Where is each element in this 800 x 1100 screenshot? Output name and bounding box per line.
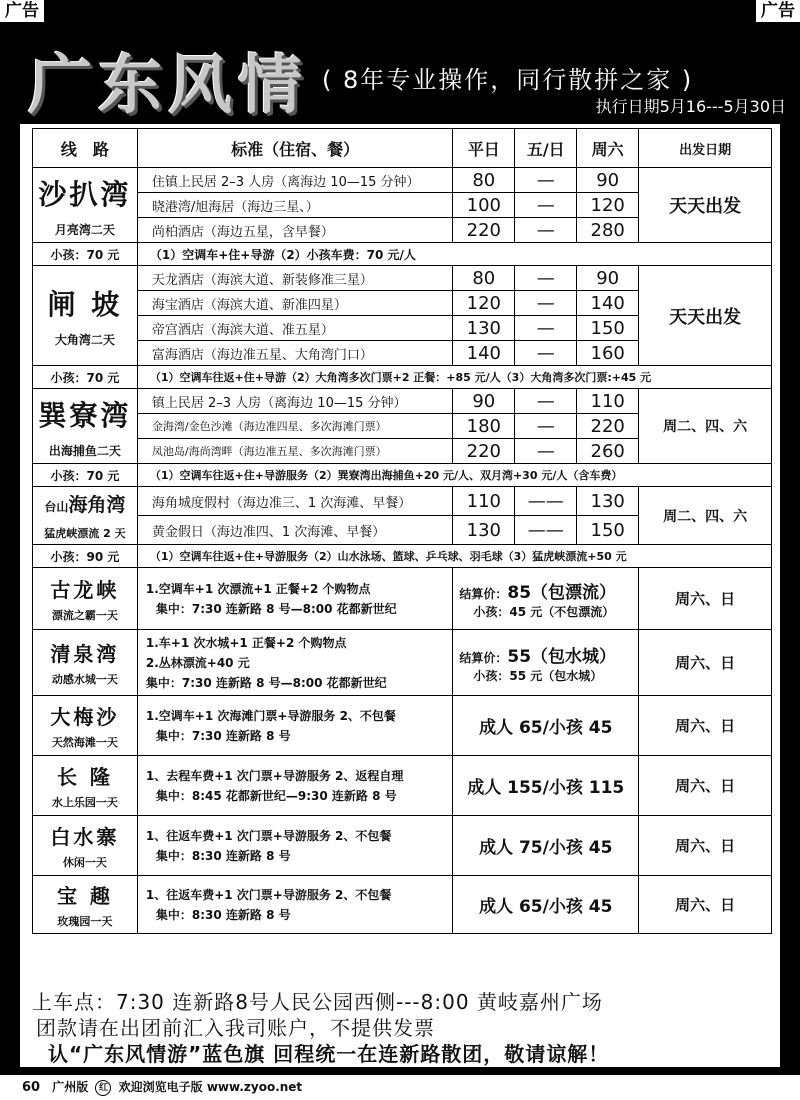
route-cell [33, 816, 138, 876]
child-price: 小孩：70 元 [33, 464, 138, 487]
weekday-price: 130 [453, 316, 515, 341]
weekday-price: 100 [453, 193, 515, 218]
route-cell [33, 696, 138, 756]
col-header-saturday: 周六 [577, 129, 639, 168]
payment-note: 团款请在出团前汇入我司账户，不提供发票 [36, 1016, 435, 1040]
page-number: 60 [22, 1080, 41, 1095]
day-trip-row [33, 876, 772, 934]
col-header-weekday: 平日 [453, 129, 515, 168]
notes-row [33, 545, 772, 568]
settle-price: 55（包水城） [507, 646, 617, 667]
price-cell: 成人 75/小孩 45 [453, 816, 639, 876]
route-name: 古龙峡 [50, 578, 120, 602]
saturday-price: 220 [577, 414, 639, 439]
child-price: 45 元（不包漂流） [509, 604, 615, 619]
saturday-price: 130 [577, 487, 639, 516]
col-header-route: 线 路 [33, 129, 138, 168]
notes-cell: （1）空调车往返+住+导游服务（2）山水泳场、篮球、乒乓球、羽毛球（3）猛虎峡漂流+50 元 [137, 545, 771, 568]
child-price: 小孩：70 元 [33, 366, 138, 389]
day-trip-row [33, 816, 772, 876]
weekday-price: 120 [453, 291, 515, 316]
fri-sun-price: — [515, 389, 577, 414]
price-board [20, 124, 780, 982]
weekday-price: 110 [453, 487, 515, 516]
fri-sun-price: — [515, 316, 577, 341]
trip-description [137, 696, 452, 756]
route-name: 长 隆 [56, 765, 113, 789]
route-name: 宝 趣 [56, 884, 113, 908]
table-row [33, 266, 772, 291]
route-name [44, 496, 125, 515]
trip-description [137, 816, 452, 876]
child-price: 小孩：90 元 [33, 545, 138, 568]
standard-cell: 天龙酒店（海滨大道、新装修准三星） [137, 266, 452, 291]
route-cell [33, 266, 138, 366]
route-prefix: 台山 [44, 500, 69, 514]
settle-label: 结算价： [459, 586, 508, 601]
departure-cell: 周六、日 [639, 696, 772, 756]
footer-notes [20, 982, 780, 1067]
standard-cell: 金海湾/金色沙滩（海边准四星、多次海滩门票） [137, 414, 452, 439]
route-name: 大梅沙 [50, 705, 120, 729]
departure-cell: 周六、日 [639, 630, 772, 696]
trip-desc-line: 集中：8:45 花都新世纪—9:30 连新路 8 号 [155, 788, 397, 803]
col-header-fri-sun: 五/日 [515, 129, 577, 168]
saturday-price: 260 [577, 439, 639, 464]
header [0, 22, 800, 122]
trip-desc-line: 1.空调车+1 次海滩门票+导游服务 2、不包餐 [145, 708, 396, 723]
trip-desc-line: 1、去程车费+1 次门票+导游服务 2、返程自理 [145, 768, 404, 783]
settle-label: 结算价： [459, 650, 508, 665]
edition-label: 广州版 [52, 1080, 89, 1094]
saturday-price: 140 [577, 291, 639, 316]
trip-description [137, 876, 452, 934]
route-cell [33, 630, 138, 696]
trip-description [137, 756, 452, 816]
trip-description [137, 630, 452, 696]
saturday-price: 280 [577, 218, 639, 243]
ad-label-right: 广告 [756, 0, 800, 22]
fri-sun-price: — [515, 218, 577, 243]
trip-desc-line: 集中：8:30 连新路 8 号 [155, 907, 291, 922]
route-name: 巽寮湾 [38, 398, 132, 432]
flag-note: 认“广东风情游”蓝色旗 回程统一在连新路散团，敬请谅解！ [48, 1042, 610, 1066]
route-cell [33, 487, 138, 545]
child-label: 小孩： [473, 604, 510, 619]
trip-desc-line: 集中：8:30 连新路 8 号 [155, 848, 291, 863]
saturday-price: 120 [577, 193, 639, 218]
route-cell [33, 876, 138, 934]
saturday-price: 90 [577, 168, 639, 193]
day-trip-row [33, 630, 772, 696]
fri-sun-price: — [515, 414, 577, 439]
price-cell: 成人 65/小孩 45 [453, 876, 639, 934]
fri-sun-price: —— [515, 487, 577, 516]
price-cell: 成人 65/小孩 45 [453, 696, 639, 756]
trip-description [137, 568, 452, 630]
weekday-price: 220 [453, 439, 515, 464]
fri-sun-price: — [515, 341, 577, 366]
notes-cell: （1）空调车往返+住+导游服务（2）巽寮湾出海捕鱼+20 元/人、双月湾+30 元/人（含车费） [137, 464, 771, 487]
col-header-standard: 标准（住宿、餐） [137, 129, 452, 168]
departure-cell: 天天出发 [639, 266, 772, 366]
departure-cell: 周二、四、六 [639, 487, 772, 545]
table-header-row [33, 129, 772, 168]
pickup-point: 上车点：7:30 连新路8号人民公园西侧---8:00 黄岐嘉州广场 [32, 990, 603, 1014]
standard-cell: 帝宫酒店（海滨大道、准五星） [137, 316, 452, 341]
standard-cell: 富海酒店（海边准五星、大角湾门口） [137, 341, 452, 366]
route-cell [33, 568, 138, 630]
route-subtitle: 动感水城一天 [51, 673, 118, 686]
route-name: 清泉湾 [50, 642, 120, 666]
route-cell [33, 756, 138, 816]
trip-desc-line: 1.车+1 次水城+1 正餐+2 个购物点 [145, 635, 347, 650]
child-label: 小孩： [473, 668, 510, 683]
trip-desc-line: 集中：7:30 连新路 8 号—8:00 花都新世纪 [145, 675, 387, 690]
route-subtitle: 猛虎峡漂流 2 天 [44, 527, 126, 540]
route-subtitle: 月亮湾二天 [54, 222, 115, 237]
child-price: 小孩：70 元 [33, 243, 138, 266]
trip-desc-line: 集中：7:30 连新路 8 号 [155, 728, 291, 743]
price-cell: 成人 155/小孩 115 [453, 756, 639, 816]
child-price: 55 元（包水城） [509, 668, 603, 683]
route-name: 沙扒湾 [38, 177, 132, 211]
saturday-price: 160 [577, 341, 639, 366]
standard-cell: 黄金假日（海边准四、1 次海滩、早餐） [137, 516, 452, 545]
notes-row [33, 243, 772, 266]
settle-price-cell [453, 630, 639, 696]
trip-desc-line: 2.丛林漂流+40 元 [145, 655, 250, 670]
route-name-main: 海角湾 [68, 494, 126, 516]
weekday-price: 180 [453, 414, 515, 439]
fri-sun-price: — [515, 168, 577, 193]
route-cell [33, 168, 138, 243]
brand-circle-icon: 红 [95, 1080, 111, 1096]
settle-price: 85（包漂流） [507, 582, 617, 603]
ad-label-left: 广告 [0, 0, 44, 22]
slogan: ( 8年专业操作，同行散拼之家 ) [322, 66, 694, 94]
departure-cell: 周六、日 [639, 816, 772, 876]
route-name: 闸 坡 [47, 288, 123, 321]
weekday-price: 80 [453, 266, 515, 291]
route-subtitle: 漂流之霸一天 [51, 609, 118, 622]
website-text: 欢迎浏览电子版 www.zyoo.net [118, 1080, 303, 1094]
trip-desc-line: 1、往返车费+1 次门票+导游服务 2、不包餐 [145, 887, 392, 902]
fri-sun-price: — [515, 291, 577, 316]
table-row [33, 168, 772, 193]
fri-sun-price: — [515, 266, 577, 291]
weekday-price: 90 [453, 389, 515, 414]
notes-cell: （1）空调车+住+导游（2）小孩车费：70 元/人 [137, 243, 771, 266]
departure-cell: 天天出发 [639, 168, 772, 243]
fri-sun-price: — [515, 439, 577, 464]
fri-sun-price: — [515, 193, 577, 218]
departure-cell: 周六、日 [639, 568, 772, 630]
route-name: 白水寨 [50, 825, 120, 849]
standard-cell: 凤池岛/海尚湾畔（海边准五星、多次海滩门票） [137, 439, 452, 464]
day-trip-row [33, 568, 772, 630]
day-trip-row [33, 756, 772, 816]
route-subtitle: 天然海滩一天 [51, 736, 118, 749]
day-trip-row [33, 696, 772, 756]
table-row [33, 487, 772, 516]
bottom-strip [0, 1075, 800, 1100]
route-subtitle: 出海捕鱼二天 [48, 443, 121, 458]
standard-cell: 住镇上民居 2–3 人房（离海边 10—15 分钟） [137, 168, 452, 193]
settle-price-cell [453, 568, 639, 630]
route-cell [33, 389, 138, 464]
fri-sun-price: —— [515, 516, 577, 545]
execution-period: 执行日期5月16---5月30日 [595, 97, 786, 116]
standard-cell: 镇上民居 2–3 人房（离海边 10—15 分钟） [137, 389, 452, 414]
trip-desc-line: 1.空调车+1 次漂流+1 正餐+2 个购物点 [145, 581, 371, 596]
standard-cell: 海角城度假村（海边准三、1 次海滩、早餐） [137, 487, 452, 516]
notes-row [33, 366, 772, 389]
col-header-departure: 出发日期 [639, 129, 772, 168]
saturday-price: 150 [577, 516, 639, 545]
departure-cell: 周六、日 [639, 756, 772, 816]
departure-cell: 周二、四、六 [639, 389, 772, 464]
saturday-price: 90 [577, 266, 639, 291]
weekday-price: 140 [453, 341, 515, 366]
route-subtitle: 水上乐园一天 [51, 796, 118, 809]
departure-cell: 周六、日 [639, 876, 772, 934]
route-subtitle: 大角湾二天 [54, 333, 115, 347]
logo-title: 广东风情 [28, 48, 308, 123]
trip-desc-line: 1、往返车费+1 次门票+导游服务 2、不包餐 [145, 828, 392, 843]
route-subtitle: 玫瑰园一天 [57, 915, 113, 928]
weekday-price: 80 [453, 168, 515, 193]
saturday-price: 150 [577, 316, 639, 341]
table-row [33, 389, 772, 414]
notes-cell: （1）空调车往返+住+导游（2）大角湾多次门票+2 正餐：+85 元/人（3）大角湾多次门票:+45 元 [137, 366, 771, 389]
weekday-price: 220 [453, 218, 515, 243]
saturday-price: 110 [577, 389, 639, 414]
standard-cell: 海宝酒店（海滨大道、新准四星） [137, 291, 452, 316]
notes-row [33, 464, 772, 487]
standard-cell: 晓港湾/旭海居（海边三星、） [137, 193, 452, 218]
standard-cell: 尚柏酒店（海边五星，含早餐） [137, 218, 452, 243]
route-subtitle: 休闲一天 [62, 856, 107, 869]
weekday-price: 130 [453, 516, 515, 545]
trip-desc-line: 集中：7:30 连新路 8 号—8:00 花都新世纪 [155, 601, 397, 616]
tour-price-table [32, 128, 772, 934]
